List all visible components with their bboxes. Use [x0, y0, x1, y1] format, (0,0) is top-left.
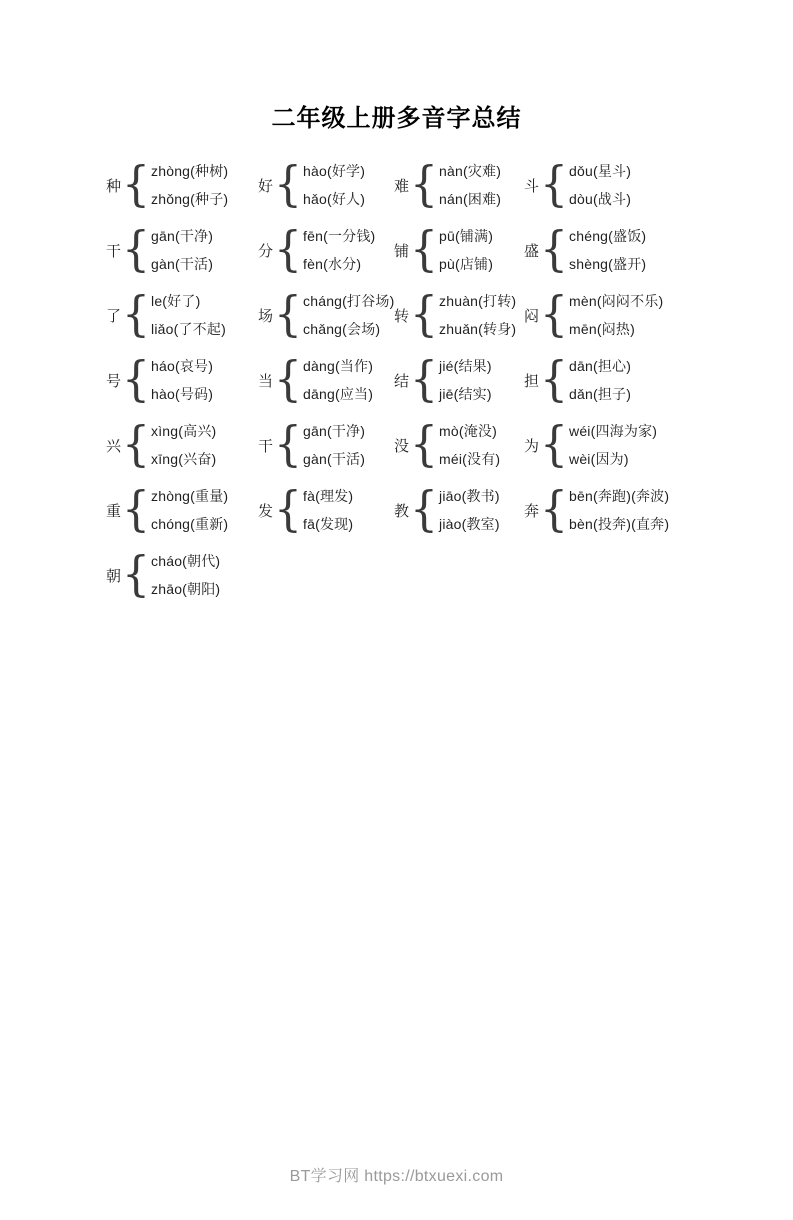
reading-line-2: zhuǎn(转身): [439, 321, 517, 337]
polyphone-entry: [106, 480, 258, 540]
polyphone-entry: [106, 350, 258, 410]
readings-group: [439, 482, 500, 538]
reading-line-2: dāng(应当): [303, 386, 374, 402]
reading-line-1: chéng(盛饭): [569, 228, 647, 244]
polyphone-entry: [394, 480, 524, 540]
readings-group: [439, 222, 493, 278]
reading-line-2: wèi(因为): [569, 451, 629, 467]
head-character: 了: [106, 307, 122, 325]
brace-glyph: {: [540, 286, 569, 342]
readings-group: [569, 287, 663, 343]
head-character: 分: [258, 242, 274, 260]
worksheet-page: [0, 98, 793, 1220]
reading-line-1: jié(结果): [439, 358, 492, 374]
readings-group: [303, 157, 365, 213]
polyphone-entry: [106, 285, 258, 345]
readings-group: [569, 417, 657, 473]
brace-glyph: {: [122, 546, 151, 602]
brace-glyph: {: [410, 221, 439, 277]
brace-glyph: {: [122, 286, 151, 342]
brace-glyph: {: [540, 156, 569, 212]
head-character: 场: [258, 307, 274, 325]
reading-line-2: shèng(盛开): [569, 256, 647, 272]
polyphone-entry: [524, 415, 706, 475]
polyphone-entry: [394, 285, 524, 345]
reading-line-2: xīng(兴奋): [151, 451, 217, 467]
head-character: 结: [394, 372, 410, 390]
head-character: 斗: [524, 177, 540, 195]
reading-line-2: pù(店铺): [439, 256, 494, 272]
polyphone-entry: [106, 220, 258, 280]
brace-glyph: {: [122, 416, 151, 472]
reading-line-1: dān(担心): [569, 358, 632, 374]
reading-line-2: hào(号码): [151, 386, 214, 402]
polyphone-entry: [394, 220, 524, 280]
polyphone-entry: [258, 155, 394, 215]
polyphone-entry: [524, 480, 706, 540]
reading-line-2: zhāo(朝阳): [151, 581, 221, 597]
head-character: 教: [394, 502, 410, 520]
reading-line-1: zhuàn(打转): [439, 293, 517, 309]
reading-line-1: zhòng(种树): [151, 163, 229, 179]
reading-line-1: fà(理发): [303, 488, 354, 504]
reading-line-1: cháng(打谷场): [303, 293, 395, 309]
readings-group: [439, 417, 500, 473]
readings-group: [303, 417, 365, 473]
page-title: 二年级上册多音字总结: [271, 105, 522, 132]
reading-line-2: zhǒng(种子): [151, 191, 229, 207]
reading-line-2: dòu(战斗): [569, 191, 632, 207]
brace-glyph: {: [540, 416, 569, 472]
reading-line-2: chóng(重新): [151, 516, 229, 532]
brace-glyph: {: [410, 286, 439, 342]
head-character: 号: [106, 372, 122, 390]
polyphone-entry: [394, 155, 524, 215]
polyphone-entry: [524, 220, 706, 280]
polyphone-entry: [106, 545, 258, 605]
reading-line-1: jiāo(教书): [439, 488, 500, 504]
polyphone-entry: [258, 285, 394, 345]
reading-line-2: gàn(干活): [151, 256, 214, 272]
head-character: 好: [258, 177, 274, 195]
brace-glyph: {: [540, 481, 569, 537]
brace-glyph: {: [410, 416, 439, 472]
head-character: 闷: [524, 307, 540, 325]
readings-group: [151, 222, 213, 278]
polyphone-entry: [106, 155, 258, 215]
brace-glyph: {: [410, 156, 439, 212]
head-character: 兴: [106, 437, 122, 455]
brace-glyph: {: [274, 481, 303, 537]
reading-line-1: mèn(闷闷不乐): [569, 293, 664, 309]
polyphone-entry: [394, 350, 524, 410]
reading-line-2: fèn(水分): [303, 256, 362, 272]
head-character: 铺: [394, 242, 410, 260]
brace-glyph: {: [274, 221, 303, 277]
reading-line-2: jiào(教室): [439, 516, 500, 532]
readings-group: [151, 547, 220, 603]
readings-group: [151, 482, 228, 538]
reading-line-1: gān(干净): [151, 228, 214, 244]
readings-group: [151, 287, 226, 343]
reading-line-1: bēn(奔跑)(奔波): [569, 488, 670, 504]
reading-line-2: fā(发现): [303, 516, 354, 532]
polyphone-entry: [106, 415, 258, 475]
head-character: 担: [524, 372, 540, 390]
readings-group: [439, 287, 516, 343]
head-character: 转: [394, 307, 410, 325]
readings-group: [151, 417, 216, 473]
reading-line-2: mēn(闷热): [569, 321, 635, 337]
brace-glyph: {: [122, 351, 151, 407]
brace-glyph: {: [122, 156, 151, 212]
reading-line-1: gān(干净): [303, 423, 366, 439]
polyphone-entry: [524, 155, 706, 215]
reading-line-1: le(好了): [151, 293, 201, 309]
reading-line-1: xìng(高兴): [151, 423, 217, 439]
brace-glyph: {: [540, 351, 569, 407]
reading-line-2: gàn(干活): [303, 451, 366, 467]
head-character: 发: [258, 502, 274, 520]
reading-line-2: bèn(投奔)(直奔): [569, 516, 670, 532]
reading-line-1: dǒu(星斗): [569, 163, 632, 179]
head-character: 当: [258, 372, 274, 390]
reading-line-1: pū(铺满): [439, 228, 494, 244]
head-character: 干: [258, 437, 274, 455]
reading-line-2: méi(没有): [439, 451, 501, 467]
head-character: 盛: [524, 242, 540, 260]
brace-glyph: {: [274, 286, 303, 342]
brace-glyph: {: [122, 221, 151, 277]
reading-line-2: dǎn(担子): [569, 386, 632, 402]
readings-group: [303, 222, 375, 278]
reading-line-1: mò(淹没): [439, 423, 497, 439]
reading-line-1: cháo(朝代): [151, 553, 221, 569]
footer-watermark: BT学习网 https://btxuexi.com: [289, 1168, 504, 1185]
polyphone-entry: [258, 415, 394, 475]
brace-glyph: {: [274, 416, 303, 472]
reading-line-1: nàn(灾难): [439, 163, 502, 179]
readings-group: [151, 157, 228, 213]
polyphone-entry: [524, 285, 706, 345]
head-character: 没: [394, 437, 410, 455]
reading-line-1: fēn(一分钱): [303, 228, 376, 244]
brace-glyph: {: [410, 481, 439, 537]
readings-group: [303, 352, 373, 408]
brace-glyph: {: [274, 156, 303, 212]
head-character: 朝: [106, 567, 122, 585]
head-character: 种: [106, 177, 122, 195]
brace-glyph: {: [122, 481, 151, 537]
head-character: 难: [394, 177, 410, 195]
reading-line-1: dàng(当作): [303, 358, 374, 374]
readings-group: [303, 287, 394, 343]
readings-group: [569, 352, 631, 408]
readings-group: [439, 157, 501, 213]
brace-glyph: {: [540, 221, 569, 277]
reading-line-2: chǎng(会场): [303, 321, 381, 337]
readings-group: [439, 352, 492, 408]
readings-group: [569, 157, 631, 213]
reading-line-2: hǎo(好人): [303, 191, 366, 207]
head-character: 为: [524, 437, 540, 455]
reading-line-1: wéi(四海为家): [569, 423, 658, 439]
polyphone-entry: [258, 350, 394, 410]
polyphone-entry: [258, 480, 394, 540]
reading-line-1: hào(好学): [303, 163, 366, 179]
reading-line-2: liǎo(了不起): [151, 321, 226, 337]
polyphone-entry: [524, 350, 706, 410]
reading-line-2: jiē(结实): [439, 386, 492, 402]
readings-group: [569, 222, 646, 278]
polyphone-entry: [394, 415, 524, 475]
brace-glyph: {: [274, 351, 303, 407]
readings-group: [151, 352, 213, 408]
readings-group: [303, 482, 353, 538]
head-character: 奔: [524, 502, 540, 520]
entries-grid: [106, 155, 706, 605]
head-character: 重: [106, 502, 122, 520]
head-character: 干: [106, 242, 122, 260]
readings-group: [569, 482, 669, 538]
polyphone-entry: [258, 220, 394, 280]
reading-line-2: nán(困难): [439, 191, 502, 207]
reading-line-1: zhòng(重量): [151, 488, 229, 504]
reading-line-1: háo(哀号): [151, 358, 214, 374]
brace-glyph: {: [410, 351, 439, 407]
